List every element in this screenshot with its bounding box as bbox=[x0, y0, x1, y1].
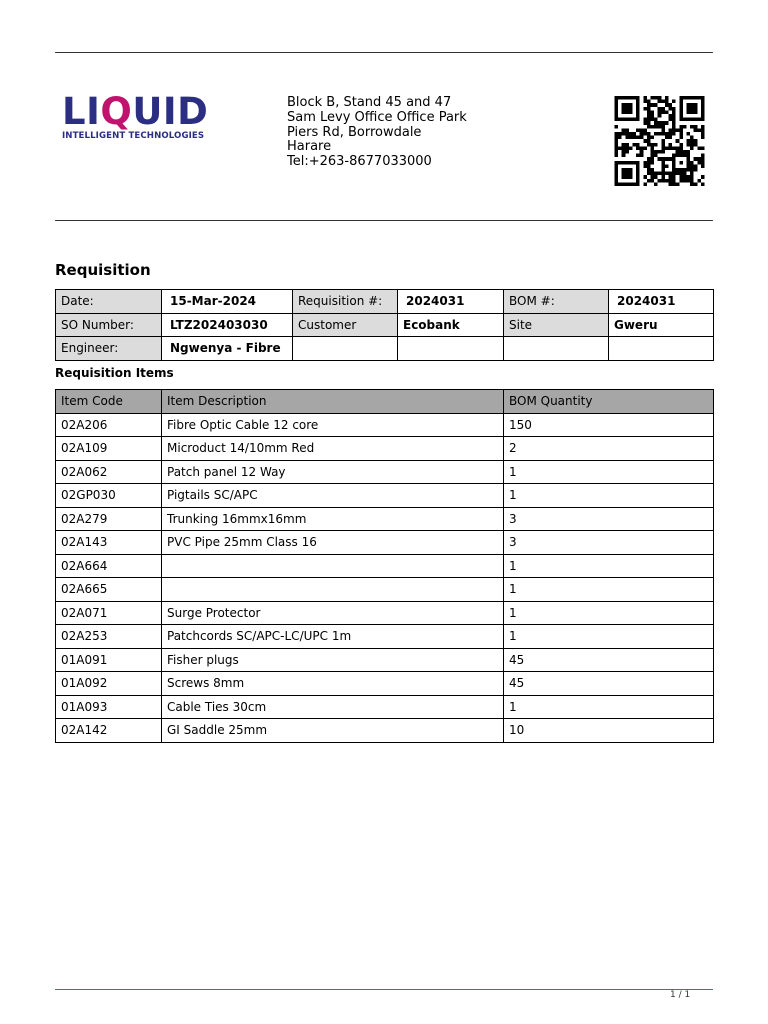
item-code: 02A109 bbox=[56, 437, 162, 461]
table-row bbox=[56, 460, 714, 484]
bom-quantity: 45 bbox=[504, 648, 714, 672]
logo-wordmark bbox=[62, 90, 212, 133]
bom-quantity: 2 bbox=[504, 437, 714, 461]
engineer-value: Ngwenya - Fibre bbox=[162, 337, 293, 361]
logo-text-q: Q bbox=[100, 90, 133, 133]
table-row bbox=[56, 625, 714, 649]
item-description: Pigtails SC/APC bbox=[162, 484, 504, 508]
bom-quantity: 3 bbox=[504, 507, 714, 531]
item-code: 02A279 bbox=[56, 507, 162, 531]
item-description: GI Saddle 25mm bbox=[162, 719, 504, 743]
table-row bbox=[56, 578, 714, 602]
item-code: 02A142 bbox=[56, 719, 162, 743]
bom-quantity: 1 bbox=[504, 601, 714, 625]
item-code: 01A092 bbox=[56, 672, 162, 696]
item-code: 02A206 bbox=[56, 413, 162, 437]
address-line: Piers Rd, Borrowdale bbox=[287, 124, 422, 140]
table-header-row bbox=[56, 390, 714, 414]
column-header-bom-quantity: BOM Quantity bbox=[504, 390, 714, 414]
footer-rule bbox=[55, 989, 713, 990]
bom-quantity: 1 bbox=[504, 554, 714, 578]
bom-quantity: 45 bbox=[504, 672, 714, 696]
item-code: 02A143 bbox=[56, 531, 162, 555]
so-number-label: SO Number: bbox=[56, 313, 162, 337]
item-description: Fisher plugs bbox=[162, 648, 504, 672]
table-row bbox=[56, 507, 714, 531]
requisition-items-table bbox=[55, 389, 714, 743]
item-description bbox=[162, 578, 504, 602]
logo-tagline: INTELLIGENT TECHNOLOGIES bbox=[62, 131, 205, 141]
requisition-number-value: 2024031 bbox=[398, 290, 504, 314]
table-row bbox=[56, 413, 714, 437]
table-row bbox=[56, 695, 714, 719]
empty-cell bbox=[504, 337, 609, 361]
empty-cell bbox=[293, 337, 398, 361]
item-description bbox=[162, 554, 504, 578]
bom-number-value: 2024031 bbox=[609, 290, 714, 314]
site-label: Site bbox=[504, 313, 609, 337]
item-code: 01A091 bbox=[56, 648, 162, 672]
date-label: Date: bbox=[56, 290, 162, 314]
site-value: Gweru bbox=[609, 313, 714, 337]
table-row bbox=[56, 672, 714, 696]
page-indicator: 1 / 1 bbox=[670, 990, 691, 1000]
column-header-item-description: Item Description bbox=[162, 390, 504, 414]
item-description: Patchcords SC/APC-LC/UPC 1m bbox=[162, 625, 504, 649]
table-row bbox=[56, 554, 714, 578]
item-code: 02GP030 bbox=[56, 484, 162, 508]
items-table-body bbox=[56, 413, 714, 742]
table-row bbox=[56, 719, 714, 743]
info-row bbox=[56, 290, 714, 314]
bom-quantity: 3 bbox=[504, 531, 714, 555]
item-description: Microduct 14/10mm Red bbox=[162, 437, 504, 461]
table-row bbox=[56, 531, 714, 555]
item-code: 02A253 bbox=[56, 625, 162, 649]
item-code: 02A071 bbox=[56, 601, 162, 625]
bom-quantity: 10 bbox=[504, 719, 714, 743]
item-description: PVC Pipe 25mm Class 16 bbox=[162, 531, 504, 555]
address-phone: Tel:+263-8677033000 bbox=[287, 154, 432, 170]
bom-quantity: 1 bbox=[504, 484, 714, 508]
header-top-rule bbox=[55, 52, 713, 53]
company-address bbox=[287, 96, 467, 170]
table-row bbox=[56, 484, 714, 508]
bom-quantity: 150 bbox=[504, 413, 714, 437]
engineer-label: Engineer: bbox=[56, 337, 162, 361]
bom-quantity: 1 bbox=[504, 460, 714, 484]
column-header-item-code: Item Code bbox=[56, 390, 162, 414]
table-row bbox=[56, 437, 714, 461]
requisition-info-table bbox=[55, 289, 714, 361]
requisition-number-label: Requisition #: bbox=[293, 290, 398, 314]
bom-quantity: 1 bbox=[504, 625, 714, 649]
items-section-title: Requisition Items bbox=[55, 366, 174, 380]
logo-text-start: LI bbox=[62, 90, 101, 133]
table-row bbox=[56, 601, 714, 625]
item-description: Fibre Optic Cable 12 core bbox=[162, 413, 504, 437]
item-description: Trunking 16mmx16mm bbox=[162, 507, 504, 531]
item-description: Cable Ties 30cm bbox=[162, 695, 504, 719]
header-bottom-rule bbox=[55, 220, 713, 221]
item-code: 02A062 bbox=[56, 460, 162, 484]
qr-code-icon bbox=[612, 96, 707, 186]
bom-quantity: 1 bbox=[504, 578, 714, 602]
logo-text-end: UID bbox=[132, 90, 209, 133]
item-code: 02A664 bbox=[56, 554, 162, 578]
info-row bbox=[56, 313, 714, 337]
bom-number-label: BOM #: bbox=[504, 290, 609, 314]
item-code: 02A665 bbox=[56, 578, 162, 602]
page-title: Requisition bbox=[55, 261, 151, 279]
so-number-value: LTZ202403030 bbox=[162, 313, 293, 337]
table-row bbox=[56, 648, 714, 672]
date-value: 15-Mar-2024 bbox=[162, 290, 293, 314]
item-code: 01A093 bbox=[56, 695, 162, 719]
customer-label: Customer bbox=[293, 313, 398, 337]
bom-quantity: 1 bbox=[504, 695, 714, 719]
item-description: Screws 8mm bbox=[162, 672, 504, 696]
customer-value: Ecobank bbox=[398, 313, 504, 337]
empty-cell bbox=[609, 337, 714, 361]
empty-cell bbox=[398, 337, 504, 361]
address-line: Harare bbox=[287, 139, 332, 155]
company-logo bbox=[62, 90, 212, 141]
info-row bbox=[56, 337, 714, 361]
item-description: Surge Protector bbox=[162, 601, 504, 625]
address-line: Sam Levy Office Office Park bbox=[287, 109, 467, 125]
item-description: Patch panel 12 Way bbox=[162, 460, 504, 484]
address-line: Block B, Stand 45 and 47 bbox=[287, 95, 452, 110]
